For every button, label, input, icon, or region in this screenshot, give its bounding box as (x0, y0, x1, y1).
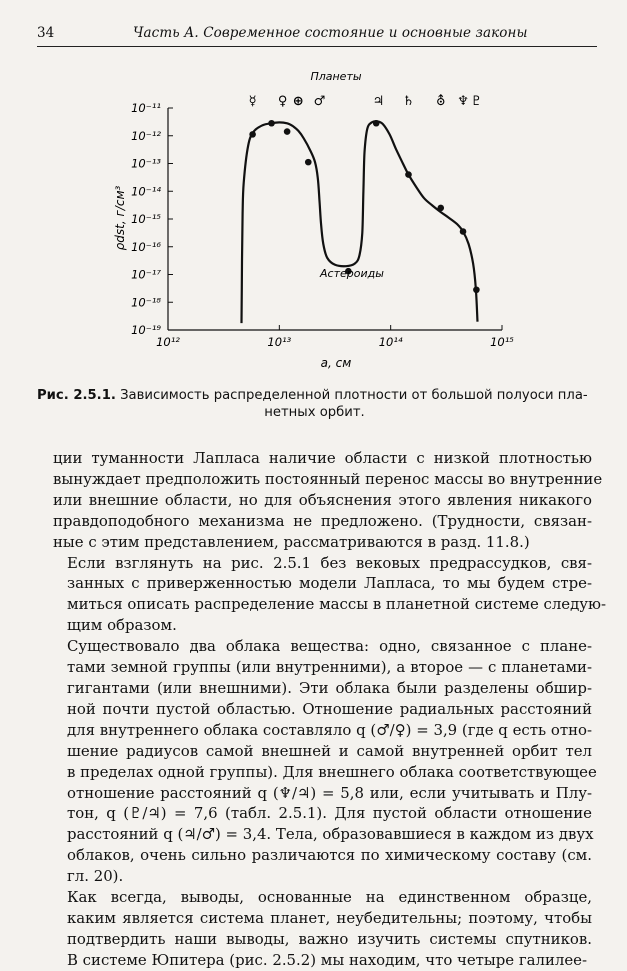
y-tick-label: 10⁻¹⁹ (131, 323, 161, 337)
x-tick-label: 10¹⁵ (490, 335, 514, 349)
y-tick-label: 10⁻¹⁴ (131, 184, 161, 199)
x-tick-label: 10¹⁴ (378, 335, 403, 349)
planet-symbol: ⛢ (436, 94, 446, 109)
paragraph (53, 448, 603, 553)
caption-label: Рис. 2.5.1. (37, 388, 116, 403)
text-line: каким является система планет, неубедительны; поэтому, чтобы (67, 908, 592, 927)
chart-x-label: a, см (320, 356, 352, 370)
text-line: тами земной группы (или внутренними), а второе — с планетами- (67, 658, 592, 677)
text-line: ции туманности Лапласа наличие области с низкой плотностью (53, 449, 592, 467)
text-line: вынуждает предположить постоянный перенос массы во внутренние (53, 469, 603, 488)
text-line: тон, q (♇/♃) = 7,6 (табл. 2.5.1). Для пустой области отношение (67, 804, 592, 823)
planet-symbol: ♇ (470, 94, 483, 109)
data-point (305, 159, 312, 166)
text-line: подтвердить наши выводы, важно изучить системы спутников. (67, 929, 592, 948)
text-line: ной почти пустой областью. Отношение радиальных расстояний (67, 699, 592, 718)
y-tick-label: 10⁻¹⁵ (131, 212, 161, 226)
text-line: Как всегда, выводы, основанные на единственном образце, (67, 888, 592, 907)
paragraph (53, 553, 607, 637)
figure-caption (37, 387, 592, 421)
x-tick-label: 10¹² (156, 335, 180, 349)
text-line: Существовало два облака вещества: одно, связанное с планe- (67, 637, 592, 656)
density-chart (0, 55, 627, 380)
y-tick-label: 10⁻¹⁷ (131, 267, 161, 282)
density-curve (242, 121, 478, 323)
text-line: гл. 20). (67, 867, 124, 886)
data-point (405, 171, 412, 178)
data-point (249, 131, 256, 138)
text-line: шение радиусов самой внешней и самой внутренней орбит тел (67, 741, 592, 760)
text-line: миться описать распределение массы в планетной системе следую- (67, 595, 607, 614)
y-tick-label: 10⁻¹⁶ (131, 239, 161, 254)
page-header (37, 25, 597, 45)
page-number: 34 (37, 25, 55, 41)
asteroid-label: Астероиды (320, 267, 384, 280)
y-tick-label: 10⁻¹¹ (131, 101, 161, 115)
planet-symbol: ♀ (277, 94, 288, 109)
text-line: расстояний q (♃/♂) = 3,4. Тела, образовавшиеся в каждом из двух (67, 825, 594, 844)
chart-y-label: ρdst, г/см³ (113, 185, 127, 251)
data-point (460, 228, 467, 235)
text-line: или внешние области, но для объяснения этого явления никакого (53, 490, 592, 509)
data-point (373, 120, 380, 127)
text-line: ные с этим представлением, рассматриваются в разд. 11.8.) (53, 532, 530, 551)
text-line: облаков, очень сильно различаются по химическому составу (см. (67, 846, 592, 865)
text-line: для внутреннего облака составляло q (♂/♀) = 3,9 (где q есть отно- (67, 720, 592, 739)
running-title: Часть А. Современное состояние и основные законы (133, 25, 528, 41)
caption-text-line2: нетных орбит. (264, 405, 365, 420)
planet-symbol: ⊕ (292, 94, 304, 109)
text-line: в пределах одной группы). Для внешнего облака соответствующее (67, 762, 597, 781)
text-line: Если взглянуть на рис. 2.5.1 без вековых предрассудков, свя- (67, 553, 592, 572)
text-line: правдоподобного механизма не предложено. (Трудности, связан- (53, 511, 592, 530)
planet-symbol: ♄ (402, 94, 415, 109)
x-tick-label: 10¹³ (267, 335, 292, 349)
header-rule (37, 46, 597, 47)
planet-symbol: ☿ (248, 94, 257, 109)
y-tick-label: 10⁻¹³ (131, 156, 161, 171)
text-line: занных с приверженностью модели Лапласа, то мы будем стре- (67, 574, 592, 593)
data-point (473, 286, 480, 293)
body-text (53, 448, 607, 971)
paragraph (53, 636, 597, 887)
chart-curve-layer (242, 121, 478, 323)
planet-symbols (249, 94, 483, 109)
planet-symbol: ♆ (457, 94, 469, 109)
data-point (437, 205, 444, 212)
planet-symbol: ♃ (372, 94, 385, 109)
caption-text-line1: Зависимость распределенной плотности от большой полуоси пла- (120, 388, 588, 403)
y-tick-label: 10⁻¹² (131, 128, 161, 143)
text-line: В системе Юпитера (рис. 2.5.2) мы находим, что четыре галилее- (67, 950, 588, 969)
data-point (284, 128, 291, 135)
text-line: щим образом. (67, 616, 177, 635)
chart-title: Планеты (310, 70, 362, 83)
planet-symbol: ♂ (313, 94, 326, 109)
data-point (268, 120, 275, 127)
text-line: отношение расстояний q (♆/♃) = 5,8 или, если учитывать и Плу- (67, 783, 592, 802)
y-tick-label: 10⁻¹⁸ (131, 295, 161, 310)
paragraph (53, 887, 592, 971)
text-line: гигантами (или внешними). Эти облака были разделены обшир- (67, 678, 592, 697)
